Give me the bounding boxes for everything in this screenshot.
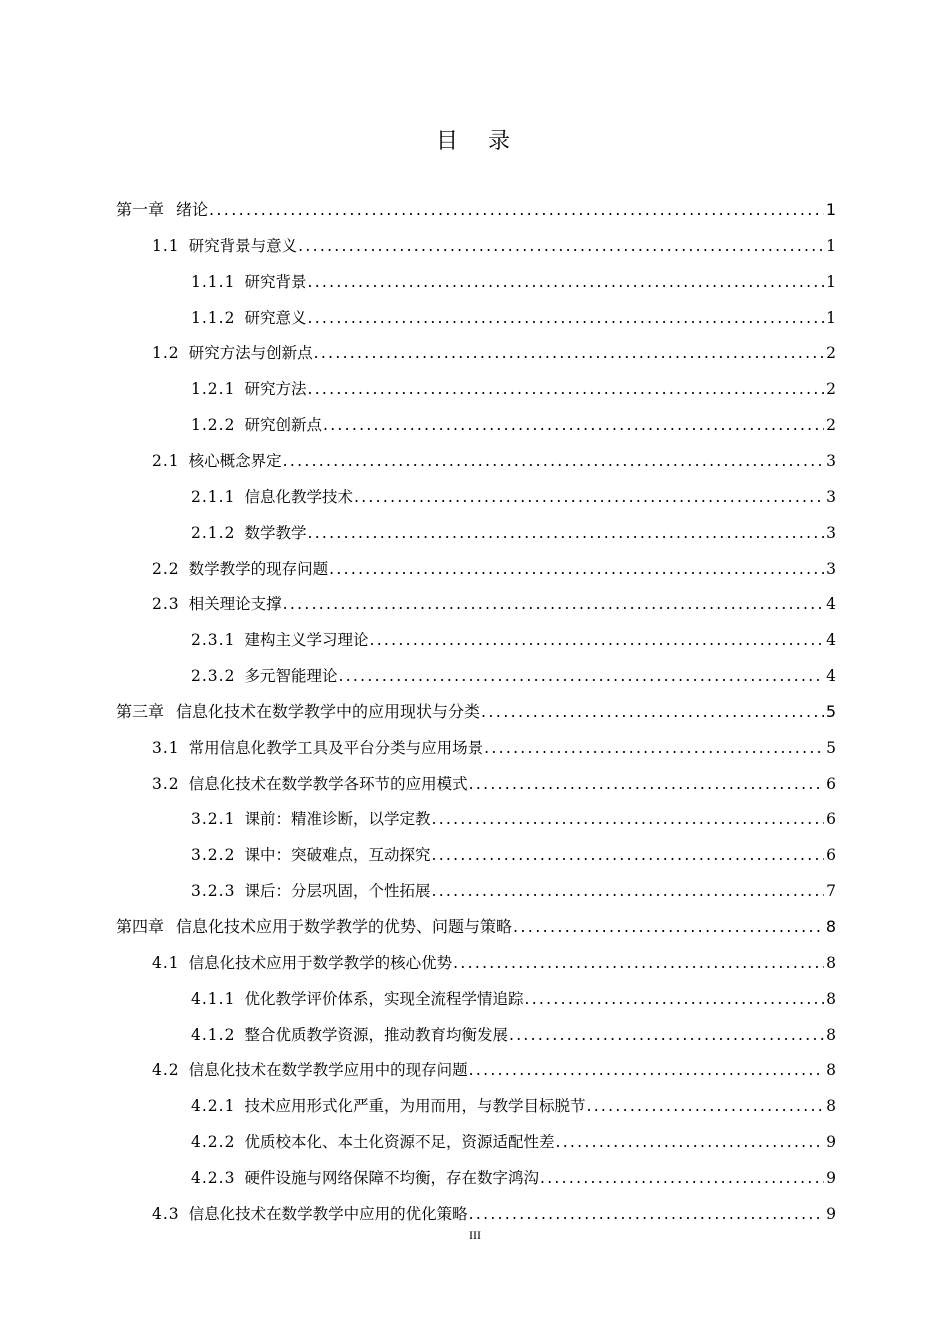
toc-entry-page: 8 xyxy=(826,1061,836,1080)
toc-dot-leader xyxy=(480,700,824,724)
toc-dot-leader xyxy=(483,736,824,760)
toc-entry[interactable] xyxy=(191,843,836,867)
toc-entry-title: 信息化技术在数学教学应用中的现存问题 xyxy=(188,1061,468,1080)
toc-entry-number: 第四章 xyxy=(116,917,165,936)
toc-entry-page: 9 xyxy=(826,1133,836,1152)
toc-entry-number: 1.1.2 xyxy=(191,308,236,327)
toc-entry-page: 3 xyxy=(826,559,836,578)
toc-entry-number: 2.1 xyxy=(152,451,180,470)
toc-entry-page: 2 xyxy=(826,380,836,399)
toc-entry-number: 1.2.1 xyxy=(191,380,236,399)
toc-dot-leader xyxy=(306,270,824,294)
toc-entry-title: 课前：精准诊断，以学定教 xyxy=(244,810,431,829)
toc-entry-title: 硬件设施与网络保障不均衡，存在数字鸿沟 xyxy=(244,1168,539,1187)
toc-entry-page: 8 xyxy=(826,953,836,972)
toc-dot-leader xyxy=(585,1094,824,1118)
toc-entry-page: 6 xyxy=(826,846,836,865)
toc-entry[interactable] xyxy=(191,270,836,294)
toc-entry[interactable] xyxy=(191,1023,836,1047)
toc-entry-page: 9 xyxy=(826,1168,836,1187)
toc-entry-page: 1 xyxy=(826,308,836,327)
toc-entry-page: 8 xyxy=(826,1097,836,1116)
toc-entry-title: 信息化教学技术 xyxy=(244,487,353,506)
toc-entry[interactable] xyxy=(191,413,836,437)
toc-entry-title: 课中：突破难点，互动探究 xyxy=(244,846,431,865)
toc-entry-title: 信息化技术应用于数学教学的优势、问题与策略 xyxy=(176,917,513,936)
toc-entry-page: 4 xyxy=(826,631,836,650)
toc-entry-number: 4.2.2 xyxy=(191,1133,236,1152)
toc-entry-title: 常用信息化教学工具及平台分类与应用场景 xyxy=(188,738,484,757)
toc-entry-number: 4.1.2 xyxy=(191,1025,236,1044)
toc-dot-leader xyxy=(539,1166,824,1190)
toc-entry[interactable] xyxy=(191,521,836,545)
toc-entry[interactable] xyxy=(116,915,836,939)
toc-entry[interactable] xyxy=(152,557,836,581)
toc-title xyxy=(0,124,950,155)
toc-entry-number: 3.2.2 xyxy=(191,846,236,865)
toc-dot-leader xyxy=(468,772,824,796)
toc-entry-page: 2 xyxy=(826,416,836,435)
toc-entry[interactable] xyxy=(191,485,836,509)
toc-entry[interactable] xyxy=(116,198,836,222)
toc-dot-leader xyxy=(430,807,824,831)
toc-entry[interactable] xyxy=(191,1130,836,1154)
toc-entry-title: 相关理论支撑 xyxy=(188,595,282,614)
toc-entry-title: 研究方法与创新点 xyxy=(188,344,313,363)
toc-entry-title: 信息化技术应用于数学教学的核心优势 xyxy=(188,953,453,972)
toc-entry-page: 2 xyxy=(826,344,836,363)
toc-dot-leader xyxy=(430,843,824,867)
toc-entry[interactable] xyxy=(152,772,836,796)
toc-entry-page: 4 xyxy=(826,595,836,614)
toc-entry-title: 研究创新点 xyxy=(244,416,322,435)
toc-entry-page: 3 xyxy=(826,451,836,470)
toc-dot-leader xyxy=(282,592,824,616)
toc-entry[interactable] xyxy=(152,234,836,258)
toc-dot-leader xyxy=(322,413,824,437)
toc-entry-title: 优化教学评价体系，实现全流程学情追踪 xyxy=(244,989,524,1008)
toc-entry-number: 3.2 xyxy=(152,774,180,793)
toc-entry-number: 2.1.2 xyxy=(191,523,236,542)
toc-dot-leader xyxy=(512,915,824,939)
toc-entry-number: 2.3 xyxy=(152,595,180,614)
toc-dot-leader xyxy=(468,1058,824,1082)
toc-dot-leader xyxy=(306,521,824,545)
toc-entry-title: 绪论 xyxy=(176,200,209,219)
toc-entry-title: 数学教学 xyxy=(244,523,307,542)
page-number-footer: III xyxy=(469,1228,481,1242)
toc-entry[interactable] xyxy=(191,664,836,688)
toc-dot-leader xyxy=(554,1130,824,1154)
toc-entry-page: 6 xyxy=(826,810,836,829)
toc-entry-number: 1.2.2 xyxy=(191,416,236,435)
toc-dot-leader xyxy=(468,1202,824,1226)
toc-entry[interactable] xyxy=(116,700,836,724)
toc-dot-leader xyxy=(313,341,824,365)
toc-entry[interactable] xyxy=(152,1058,836,1082)
toc-entry-page: 3 xyxy=(826,523,836,542)
toc-dot-leader xyxy=(508,1023,824,1047)
toc-entry-number: 4.2 xyxy=(152,1061,180,1080)
toc-entry[interactable] xyxy=(152,1202,836,1226)
toc-entry-title: 建构主义学习理论 xyxy=(244,631,369,650)
toc-entry-title: 数学教学的现存问题 xyxy=(188,559,329,578)
toc-entry[interactable] xyxy=(152,951,836,975)
toc-dot-leader xyxy=(208,198,824,222)
toc-dot-leader xyxy=(523,987,824,1011)
toc-dot-leader xyxy=(306,377,824,401)
toc-entry-number: 1.2 xyxy=(152,344,180,363)
toc-dot-leader xyxy=(353,485,824,509)
toc-dot-leader xyxy=(368,628,824,652)
toc-entry-number: 1.1 xyxy=(152,236,180,255)
toc-entry-number: 4.1.1 xyxy=(191,989,236,1008)
toc-entry-title: 信息化技术在数学教学中的应用现状与分类 xyxy=(176,701,481,721)
toc-entry-title: 研究方法 xyxy=(244,380,307,399)
toc-entry-page: 1 xyxy=(826,236,836,255)
toc-entry-title: 研究意义 xyxy=(244,308,307,327)
toc-entry-number: 3.2.1 xyxy=(191,810,236,829)
toc-title-text: 目 录 xyxy=(435,129,514,154)
toc-entry-number: 3.1 xyxy=(152,738,180,757)
toc-dot-leader xyxy=(297,234,824,258)
toc-entry-page: 1 xyxy=(826,272,836,291)
toc-entry-title: 信息化技术在数学教学各环节的应用模式 xyxy=(188,774,468,793)
toc-entry-number: 2.3.2 xyxy=(191,667,236,686)
toc-entry-title: 整合优质教学资源，推动教育均衡发展 xyxy=(244,1025,508,1044)
toc-entry-page: 7 xyxy=(826,882,836,901)
toc-entry[interactable] xyxy=(152,341,836,365)
toc-entry[interactable] xyxy=(191,306,836,330)
toc-entry-title: 多元智能理论 xyxy=(244,667,338,686)
toc-entry-page: 5 xyxy=(826,738,836,757)
toc-entry-title: 课后：分层巩固，个性拓展 xyxy=(244,882,431,901)
toc-entry[interactable] xyxy=(191,1094,836,1118)
toc-dot-leader xyxy=(452,951,824,975)
toc-entry-page: 4 xyxy=(826,667,836,686)
toc-entry-number: 3.2.3 xyxy=(191,882,236,901)
toc-entry-page: 8 xyxy=(826,989,836,1008)
toc-entry-number: 第三章 xyxy=(116,701,165,721)
toc-entry-number: 第一章 xyxy=(116,200,165,219)
toc-dot-leader xyxy=(337,664,824,688)
toc-entry-title: 研究背景与意义 xyxy=(188,236,298,255)
toc-entry[interactable] xyxy=(152,449,836,473)
toc-dot-leader xyxy=(328,557,824,581)
toc-entry-number: 2.2 xyxy=(152,559,180,578)
toc-entry-title: 研究背景 xyxy=(244,272,307,291)
toc-entry-page: 6 xyxy=(826,774,836,793)
toc-entry-page: 8 xyxy=(825,917,836,936)
toc-entry-number: 4.1 xyxy=(152,953,180,972)
toc-entry-page: 3 xyxy=(826,487,836,506)
toc-entry-title: 优质校本化、本土化资源不足，资源适配性差 xyxy=(244,1133,555,1152)
toc-dot-leader xyxy=(306,306,824,330)
toc-entry-page: 8 xyxy=(826,1025,836,1044)
toc-dot-leader xyxy=(282,449,824,473)
toc-entry[interactable] xyxy=(191,628,836,652)
toc-entry-number: 1.1.1 xyxy=(191,272,236,291)
toc-entry[interactable] xyxy=(191,1166,836,1190)
toc-entry[interactable] xyxy=(152,736,836,760)
toc-entry[interactable] xyxy=(191,807,836,831)
toc-entry-title: 技术应用形式化严重，为用而用，与教学目标脱节 xyxy=(244,1097,586,1116)
toc-entry[interactable] xyxy=(191,377,836,401)
toc-entry-number: 4.3 xyxy=(152,1204,180,1223)
toc-entry-page: 5 xyxy=(825,701,836,721)
toc-entry-title: 信息化技术在数学教学中应用的优化策略 xyxy=(188,1204,468,1223)
toc-entry-number: 2.1.1 xyxy=(191,487,236,506)
toc-entry-number: 2.3.1 xyxy=(191,631,236,650)
toc-entry[interactable] xyxy=(191,879,836,903)
toc-entry-title: 核心概念界定 xyxy=(188,451,282,470)
toc-entry[interactable] xyxy=(152,592,836,616)
toc-entry-number: 4.2.1 xyxy=(191,1097,236,1116)
toc-entry[interactable] xyxy=(191,987,836,1011)
toc-dot-leader xyxy=(430,879,824,903)
toc-entry-page: 1 xyxy=(825,200,836,219)
toc-entry-page: 9 xyxy=(826,1204,836,1223)
toc-entry-number: 4.2.3 xyxy=(191,1168,236,1187)
